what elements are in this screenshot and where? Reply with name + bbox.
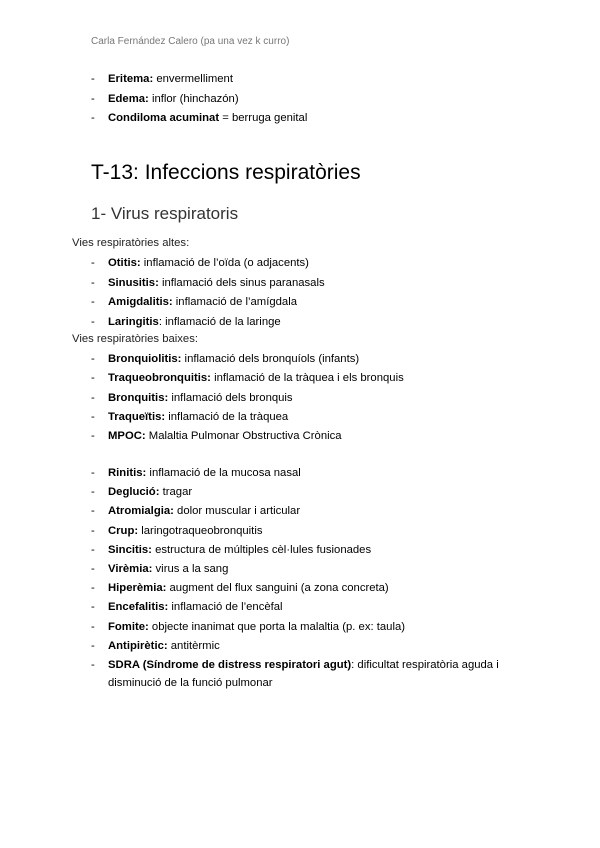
bullet-dash: - bbox=[91, 486, 95, 499]
definition: antitèrmic bbox=[167, 639, 220, 652]
list-item-text bbox=[108, 72, 233, 87]
list-item-text bbox=[108, 639, 220, 654]
term: Crup: bbox=[108, 524, 139, 537]
term: Sincitis: bbox=[108, 543, 152, 556]
bullet-dash: - bbox=[91, 353, 95, 365]
definition: tragar bbox=[159, 486, 193, 499]
bullet-dash: - bbox=[91, 296, 95, 308]
term: MPOC: bbox=[108, 430, 146, 443]
term: Bronquiolitis: bbox=[108, 353, 182, 365]
definition: inflamació de la mucosa nasal bbox=[146, 467, 301, 479]
bullet-dash: - bbox=[91, 467, 95, 479]
definition: inflamació de l’oïda (o adjacents) bbox=[140, 257, 309, 269]
list-item-text bbox=[108, 485, 192, 500]
term: Deglució: bbox=[108, 486, 160, 499]
list-item-text bbox=[108, 466, 301, 481]
term: Otitis: bbox=[108, 257, 141, 269]
list-item-text bbox=[108, 429, 342, 444]
bullet-dash: - bbox=[91, 257, 95, 269]
section-heading: 1- Virus respiratoris bbox=[91, 204, 239, 223]
page-header: Carla Fernández Calero (pa una vez k curro) bbox=[91, 36, 290, 47]
list-item-text bbox=[108, 410, 288, 425]
term: Eritema: bbox=[108, 73, 154, 85]
list-item-text bbox=[108, 295, 297, 310]
term: Edema: bbox=[108, 92, 149, 105]
bullet-dash: - bbox=[91, 430, 95, 443]
bullet-dash: - bbox=[91, 92, 95, 105]
list-item-text bbox=[108, 620, 405, 635]
term: Amigdalitis: bbox=[108, 296, 173, 308]
list-item-text bbox=[108, 111, 307, 126]
term: Virèmia: bbox=[108, 563, 153, 575]
list-item-text bbox=[108, 256, 309, 271]
list-item-text bbox=[108, 371, 404, 386]
bullet-dash: - bbox=[91, 543, 95, 556]
term: Fomite: bbox=[108, 620, 149, 633]
upper-airways-label: Vies respiratòries altes: bbox=[72, 237, 190, 249]
definition: virus a la sang bbox=[152, 563, 229, 575]
lower-airways-label: Vies respiratòries baixes: bbox=[72, 333, 198, 345]
list-item-continuation: disminució de la funció pulmonar bbox=[108, 677, 273, 689]
list-item-text bbox=[108, 315, 281, 330]
bullet-dash: - bbox=[91, 315, 95, 328]
definition: inflamació dels bronquis bbox=[168, 391, 293, 404]
list-item-text bbox=[108, 562, 228, 577]
list-item-text bbox=[108, 276, 325, 291]
definition: inflamació de la tràquea i els bronquis bbox=[210, 372, 404, 385]
list-item-text bbox=[108, 504, 300, 519]
term: Atromialgia: bbox=[108, 505, 174, 518]
bullet-dash: - bbox=[91, 410, 95, 423]
definition: estructura de múltiples cèl·lules fusionades bbox=[151, 543, 372, 556]
bullet-dash: - bbox=[91, 582, 95, 595]
list-item-text bbox=[108, 658, 499, 673]
list-item-text bbox=[108, 352, 359, 367]
term: Rinitis: bbox=[108, 467, 147, 479]
definition: inflamació de la tràquea bbox=[165, 410, 289, 423]
definition: inflamació dels bronquíols (infants) bbox=[181, 353, 360, 365]
bullet-dash: - bbox=[91, 601, 95, 614]
definition: inflamació de l’amígdala bbox=[172, 296, 297, 308]
term: Bronquitis: bbox=[108, 391, 169, 404]
list-item-text bbox=[108, 391, 293, 406]
bullet-dash: - bbox=[91, 659, 95, 671]
definition: Malaltia Pulmonar Obstructiva Crònica bbox=[145, 430, 342, 443]
term: Traqueobronquitis: bbox=[108, 372, 211, 385]
bullet-dash: - bbox=[91, 372, 95, 385]
term: Encefalitis: bbox=[108, 601, 169, 614]
list-item-text bbox=[108, 581, 389, 596]
term: Laringitis bbox=[108, 315, 159, 328]
term: Hiperèmia: bbox=[108, 582, 167, 595]
bullet-dash: - bbox=[91, 73, 95, 85]
term: Condiloma acuminat bbox=[108, 112, 220, 124]
bullet-dash: - bbox=[91, 112, 95, 124]
definition: inflor (hinchazón) bbox=[148, 92, 239, 105]
term: Antipirètic: bbox=[108, 639, 168, 652]
list-item-text bbox=[108, 92, 239, 107]
definition: augment del flux sanguini (a zona concreta) bbox=[166, 582, 389, 595]
definition: : dificultat respiratòria aguda i bbox=[351, 659, 499, 671]
list-item-text bbox=[108, 600, 283, 615]
bullet-dash: - bbox=[91, 505, 95, 518]
page-title: T-13: Infeccions respiratòries bbox=[91, 161, 361, 184]
term: SDRA (Síndrome de distress respiratori agut) bbox=[108, 659, 352, 671]
bullet-dash: - bbox=[91, 524, 95, 537]
definition: dolor muscular i articular bbox=[173, 505, 301, 518]
bullet-dash: - bbox=[91, 620, 95, 633]
list-item-text bbox=[108, 543, 371, 558]
definition: envermelliment bbox=[153, 73, 233, 85]
bullet-dash: - bbox=[91, 563, 95, 575]
bullet-dash: - bbox=[91, 391, 95, 404]
definition: inflamació de l’encèfal bbox=[168, 601, 283, 614]
term: Traqueïtis: bbox=[108, 410, 166, 423]
bullet-dash: - bbox=[91, 276, 95, 289]
definition: = berruga genital bbox=[219, 112, 308, 124]
bullet-dash: - bbox=[91, 639, 95, 652]
definition: laringotraqueobronquitis bbox=[138, 524, 263, 537]
definition: objecte inanimat que porta la malaltia (p. ex: taula) bbox=[148, 620, 406, 633]
list-item-text bbox=[108, 524, 262, 539]
definition: inflamació dels sinus paranasals bbox=[158, 276, 325, 289]
definition: : inflamació de la laringe bbox=[158, 315, 281, 328]
term: Sinusitis: bbox=[108, 276, 159, 289]
